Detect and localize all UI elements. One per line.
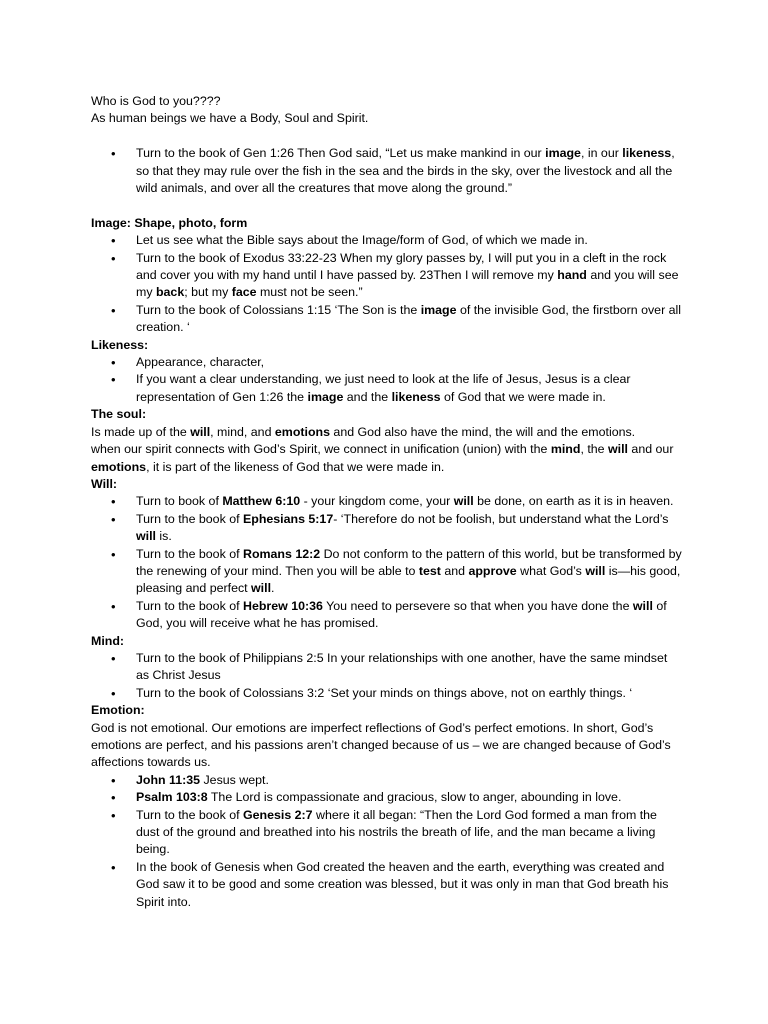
section-heading-soul: The soul:: [91, 407, 147, 422]
list-item-gen-1-26: • Turn to the book of Gen 1:26 Then God said, “Let us make mankind in our image, in our likeness, so that they may rule over the fish in the sea and the birds in the sky, over the livestock and all the wild animals, and over all the creatures that move along the ground.”: [91, 145, 683, 197]
intro-question: Who is God to you????: [91, 94, 221, 108]
list-item-romans: • Turn to the book of Romans 12:2 Do not conform to the pattern of this world, but be transformed by the renewing of your mind. Then you will be able to test and approve what God’s will is—his good, pleasing and perfect will.: [91, 546, 683, 598]
gen-list: [91, 145, 683, 197]
spacer: [91, 128, 683, 145]
list-item-genesis: • Turn to the book of Genesis 2:7 where it all began: “Then the Lord God formed a man from the dust of the ground and breathed into his nostrils the breath of life, and the man became a living being.: [91, 807, 683, 859]
list-item-matthew: • Turn to book of Matthew 6:10 - your kingdom come, your will be done, on earth as it is in heaven.: [91, 493, 683, 510]
list-item-john: • John 11:35 Jesus wept.: [91, 772, 683, 789]
list-item-hebrew: • Turn to the book of Hebrew 10:36 You need to persevere so that when you have done the will of God, you will receive what he has promised.: [91, 598, 683, 633]
image-list: [91, 232, 683, 336]
section-heading-mind: Mind:: [91, 633, 125, 648]
likeness-list: [91, 354, 683, 406]
emotion-list: [91, 772, 683, 911]
soul-paragraph-1: Is made up of the will, mind, and emotions and God also have the mind, the will and the emotions.: [91, 424, 636, 439]
emotion-paragraph: God is not emotional. Our emotions are imperfect reflections of God’s perfect emotions. In short, God’s emotions are perfect, and his passions aren’t changed because of us – we are changed because of God’s affections towards us.: [91, 720, 671, 770]
section-heading-emotion: Emotion:: [91, 703, 145, 718]
mind-list: [91, 650, 683, 702]
list-item: • Appearance, character,: [91, 354, 683, 371]
intro-statement: As human beings we have a Body, Soul and Spirit.: [91, 111, 369, 126]
will-list: [91, 493, 683, 632]
document-page: [91, 93, 683, 911]
section-heading-will: Will:: [91, 476, 118, 491]
list-item: • In the book of Genesis when God created the heaven and the earth, everything was created and God saw it to be good and some creation was blessed, but it was only in man that God breath his Spirit into.: [91, 859, 683, 911]
soul-paragraph-2: when our spirit connects with God’s Spirit, we connect in unification (union) with the mind, the will and our emotions, it is part of the likeness of God that we were made in.: [91, 442, 674, 474]
section-heading-image: Image: Shape, photo, form: [91, 215, 248, 230]
spacer: [91, 197, 683, 214]
list-item-exodus: • Turn to the book of Exodus 33:22-23 When my glory passes by, I will put you in a cleft in the rock and cover you with my hand until I have passed by. 23Then I will remove my hand and you will see my back; but my face must not be seen.”: [91, 250, 683, 302]
list-item-psalm: • Psalm 103:8 The Lord is compassionate and gracious, slow to anger, abounding in love.: [91, 789, 683, 806]
list-item: • Turn to the book of Philippians 2:5 In your relationships with one another, have the same mindset as Christ Jesus: [91, 650, 683, 685]
list-item-ephesians: • Turn to the book of Ephesians 5:17- ‘Therefore do not be foolish, but understand what the Lord’s will is.: [91, 511, 683, 546]
list-item-jesus: • If you want a clear understanding, we just need to look at the life of Jesus, Jesus is a clear representation of Gen 1:26 the image and the likeness of God that we were made in.: [91, 371, 683, 406]
list-item: • Turn to the book of Colossians 3:2 ‘Set your minds on things above, not on earthly things. ‘: [91, 685, 683, 702]
section-heading-likeness: Likeness:: [91, 337, 149, 352]
list-item-colossians-1-15: • Turn to the book of Colossians 1:15 ‘The Son is the image of the invisible God, the firstborn over all creation. ‘: [91, 302, 683, 337]
list-item: • Let us see what the Bible says about the Image/form of God, of which we made in.: [91, 232, 683, 249]
